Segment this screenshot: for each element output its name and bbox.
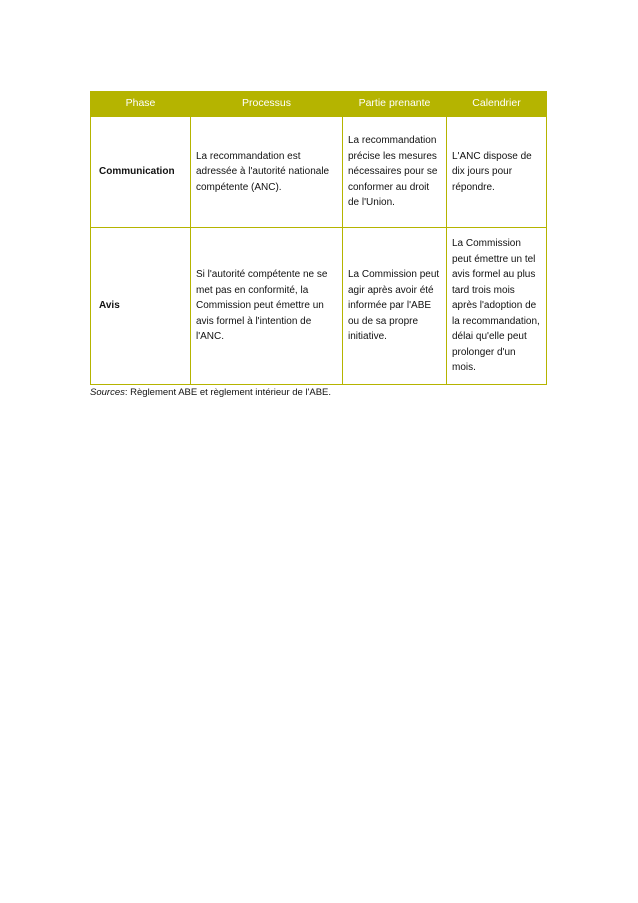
cell-phase: Communication — [91, 117, 191, 228]
cell-processus: La recommandation est adressée à l'autorité nationale compétente (ANC). — [191, 117, 343, 228]
sources-note — [90, 387, 331, 398]
procedure-table — [90, 91, 547, 385]
header-calendrier: Calendrier — [447, 92, 547, 117]
cell-phase: Avis — [91, 228, 191, 385]
cell-partie-prenante: La recommandation précise les mesures nécessaires pour se conformer au droit de l'Union. — [343, 117, 447, 228]
cell-calendrier: L'ANC dispose de dix jours pour répondre. — [447, 117, 547, 228]
header-processus: Processus — [191, 92, 343, 117]
header-partie-prenante: Partie prenante — [343, 92, 447, 117]
table-row — [91, 117, 547, 228]
sources-text: : Règlement ABE et règlement intérieur de l'ABE. — [124, 387, 332, 398]
table-header-row — [91, 92, 547, 117]
cell-calendrier: La Commission peut émettre un tel avis formel au plus tard trois mois après l'adoption de la recommandation, délai qu'elle peut prolonger d'un mois. — [447, 228, 547, 385]
header-phase: Phase — [91, 92, 191, 117]
cell-partie-prenante: La Commission peut agir après avoir été informée par l'ABE ou de sa propre initiative. — [343, 228, 447, 385]
table-row — [91, 228, 547, 385]
cell-processus: Si l'autorité compétente ne se met pas en conformité, la Commission peut émettre un avis formel à l'intention de l'ANC. — [191, 228, 343, 385]
sources-label: Sources — [90, 387, 125, 398]
